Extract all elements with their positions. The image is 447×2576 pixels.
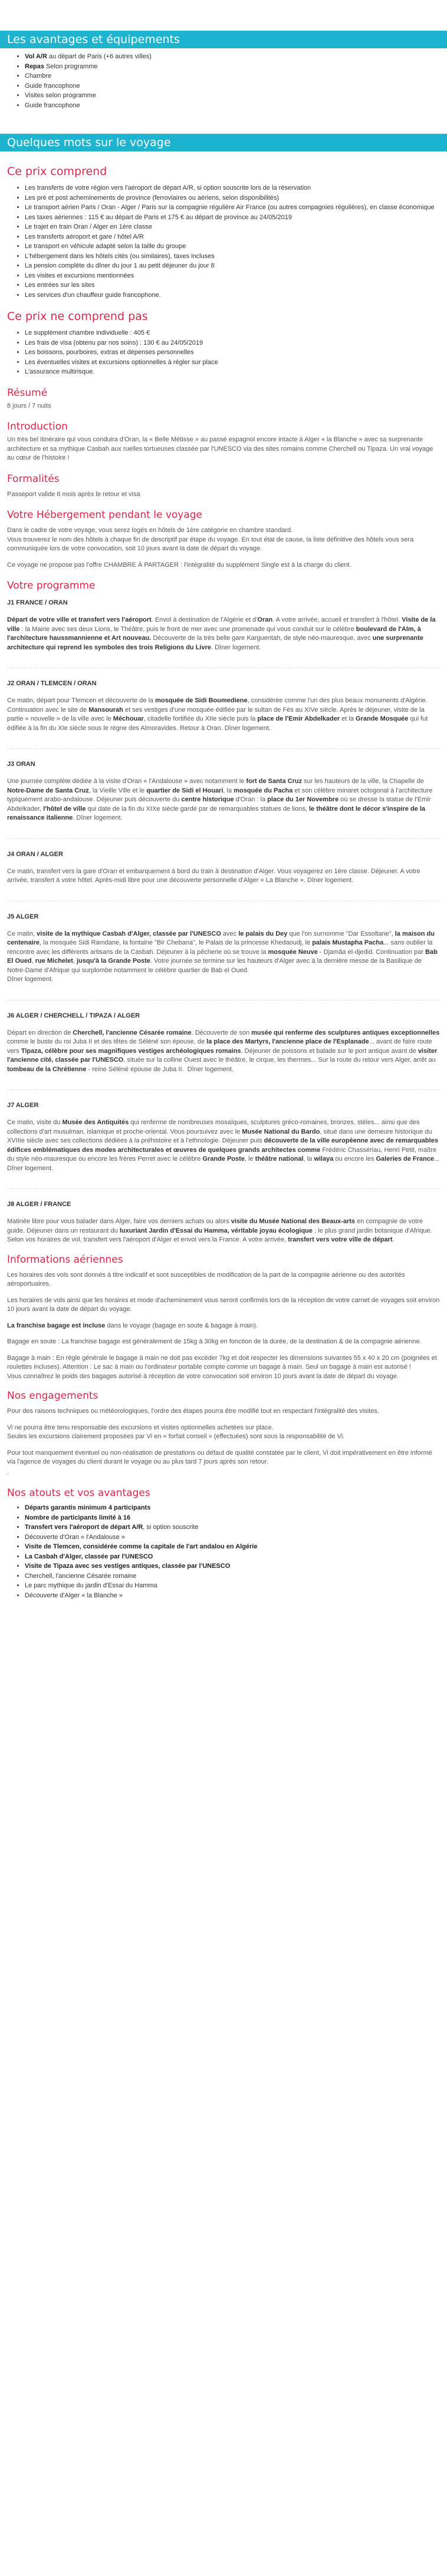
atout-item-bold: Transfert vers l'aéroport de départ A/R — [25, 1524, 143, 1531]
atout-item — [25, 1561, 447, 1571]
infos-text-4: Bagage en soute : La franchise bagage est généralement de 15kg à 30kg en fonction de la durée, de la destination & de la compagnie aérienne. — [7, 1338, 422, 1345]
atout-item-bold: Visite de Tipaza avec ses vestiges antiques, classée par l'UNESCO — [25, 1563, 231, 1570]
day-text: Ce matin, visite du Musée des Antiquités qui renferme de nombreuses mosaïques, sculptures gréco-romaines, bronzes, stèles... ainsi que des collections d'art musulman, islamique et proche-oriental. Vous poursuivez avec le Musée National du Bardo, situé dans une demeure historique du XVIIIe siècle avec ses collections dédiées à la préhistoire et à l'ethnologie. Déjeuner puis découverte de la ville européenne avec de remarquables édifices emblématiques des modes architecturales et œuvres de quelques grands architectes comme Frédéric Chassériau, Henri Petit, maître du style néo-mauresque ou encore les frères Perret avec le célèbre Grande Poste, le théâtre national, la wilaya ou encore les Galeries de France... Dîner logement. — [7, 1119, 440, 1172]
atout-item-bold: La Casbah d'Alger, classée par l'UNESCO — [25, 1553, 153, 1560]
comprend-item: • Le transport aérien Paris / Oran - Alger / Paris sur la compagnie régulière Air France (ou autres compagnies régulières), en classe économique — [25, 203, 447, 213]
day-text: Ce matin, transfert vers la gare d'Oran et embarquement à bord du train à destination d'Alger. Vous voyagerez en 1ère classe. Déjeuner. A votre arrivée, transfert à votre hôtel. Après-midi libre pour une découverte personnelle d'Alger « La Blanche ». Dîner logement. — [7, 867, 420, 884]
day-text: Départ en direction de Cherchell, l'ancienne Césarée romaine. Découverte de son musée qui renferme des sculptures antiques exceptionnelles comme le buste du roi Juba II et des têtes de Séléné son épouse, de la place des Martyrs, l'ancienne place de l'Esplanade... avant de faire route vers Tipaza, célèbre pour ses magnifiques vestiges archéologiques romains. Déjeuner de poissons et balade sur le port antique avant de visiter l'ancienne cité, classée par l'UNESCO, située sur la colline Ouest avec le théâtre, le cirque, les thermes... Sur la route du retour vers Alger, arrêt au tombeau de la Chrétienne - reine Séléné épouse de Juba II. Dîner logement. — [7, 1029, 440, 1073]
ne-comprend-item: • Les frais de visa (obtenu par nos soins) : 130 € au 24/05/2019 — [25, 338, 447, 348]
franchise-rest: dans le voyage (bagage en soute & bagage à main). — [105, 1322, 258, 1329]
avantage-item-text: Chambre — [25, 72, 52, 80]
atout-item-bold: Visite de Tlemcen, considérée comme la capitale de l'art andalou en Algérie — [25, 1543, 258, 1550]
comprend-item: • Les taxes aériennes : 115 € au départ de Paris et 175 € au départ de province au 24/05/2019 — [25, 213, 447, 223]
intro-text: Un très bel itinéraire qui vous conduira d'Oran, la « Belle Métisse » au passé espagnol encore intacte à Alger « la Blanche » avec sa surprenante architecture et sa mythique Casbah aux ruelles tortueuses classée par l'UNESCO via des sites romains comme Cherchell ou Tipaza. Un vrai voyage au cœur de l'histoire ! — [7, 436, 433, 461]
day-title: J4 ORAN / ALGER — [7, 850, 63, 858]
infos-text-2: Les horaires de vols ainsi que les horaires et mode d'acheminement vous seront confirmés lors de la réception de votre carnet de voyages soit environ 10 jours avant la date de départ du voyage. — [7, 1296, 440, 1313]
ne-comprend-item: • Les boissons, pourboires, extras et dépenses personnelles — [25, 348, 447, 358]
atout-item — [25, 1503, 447, 1513]
atout-item-text: Cherchell, l'ancienne Césarée romaine — [25, 1572, 137, 1580]
avantage-item — [25, 81, 447, 91]
ne-comprend-item: • Le supplément chambre individuelle : 405 € — [25, 328, 447, 338]
comprend-item: • Les services d'un chauffeur guide francophone. — [25, 290, 447, 300]
day-title: J3 ORAN — [7, 761, 35, 768]
resume-title: Résumé — [7, 387, 48, 399]
comprend-item: • Les pré et post acheminements de province (ferroviaires ou aériens, selon disponibilités) — [25, 193, 447, 203]
ne-comprend-item: • Les éventuelles visites et excursions optionnelles à régler sur place — [25, 358, 447, 368]
hebergement-text-2: Ce voyage ne propose pas l'offre CHAMBRE À PARTAGER : l'intégralité du supplément Single est à la charge du client. — [7, 561, 351, 569]
engagements-text-3: Pour tout manquement éventuel ou non-réalisation de prestations ou défaut de qualité constatée par le client, Vi doit impérativement en être informé via l'agence de voyages du client durant le voyage ou au plus tard 7 jours après son retour. — [7, 1449, 432, 1465]
avantage-item — [25, 62, 447, 72]
programme-day — [0, 912, 447, 985]
engagements-title: Nos engagements — [7, 1390, 98, 1402]
intro-title: Introduction — [7, 421, 68, 432]
comprend-item: • Les transferts de votre région vers l'aéroport de départ A/R, si option souscrite lors de la réservation — [25, 183, 447, 193]
day-divider — [7, 748, 440, 749]
atout-item — [25, 1591, 447, 1601]
resume-text: 8 jours / 7 nuits — [7, 402, 51, 409]
ne-comprend-item: • L'assurance multirisque. — [25, 367, 447, 377]
comprend-item: • L'hébergement dans les hôtels cités (ou similaires), taxes incluses — [25, 252, 447, 262]
ne-comprend-list — [0, 328, 447, 377]
day-divider — [7, 838, 440, 839]
programme-day — [0, 759, 447, 823]
programme-day — [0, 850, 447, 886]
atout-item — [25, 1542, 447, 1552]
atout-item — [25, 1581, 447, 1591]
avantage-item-text: Visites selon programme — [25, 92, 96, 99]
avantage-item-text: Guide francophone — [25, 101, 80, 109]
atout-item — [25, 1533, 447, 1543]
infos-text-3 — [7, 1322, 440, 1331]
avantage-item-text: Guide francophone — [25, 82, 80, 90]
avantages-title: Les avantages et équipements — [7, 33, 180, 46]
comprend-item: • Le trajet en train Oran / Alger en 1ère classe — [25, 222, 447, 232]
formalites-text: Passeport valide 6 mois après le retour et visa — [7, 490, 140, 498]
atout-item-text: Découverte d'Oran « l'Andalouse » — [25, 1533, 125, 1541]
engagements-text-1: Pour des raisons techniques ou météorologiques, l'ordre des étapes pourra être modifié tout en respectant l'intégralité des visites. — [7, 1408, 379, 1415]
avantage-item-bold: Repas — [25, 62, 45, 70]
ne-comprend-title: Ce prix ne comprend pas — [7, 310, 148, 323]
programme-day — [0, 679, 447, 733]
avantage-item-text: Selon programme — [44, 62, 98, 70]
comprend-item: • Les entrées sur les sites — [25, 280, 447, 290]
day-title: J2 ORAN / TLEMCEN / ORAN — [7, 680, 97, 687]
formalites-title: Formalités — [7, 473, 60, 485]
franchise-bold: La franchise bagage est incluse — [7, 1322, 106, 1329]
comprend-title: Ce prix comprend — [7, 165, 107, 178]
programme-days — [0, 598, 447, 1245]
infos-text-1: Les horaires des vols sont donnés à titre indicatif et sont susceptibles de modification de la part de la compagnie aérienne ou des autorités aéroportuaires. — [7, 1271, 405, 1287]
atout-item — [25, 1552, 447, 1562]
day-text: Ce matin, départ pour Tlemcen et découverte de la mosquée de Sidi Boumediene, considérée comme l'un des plus beaux monuments d'Algérie. Continuation avec le site de Mansourah et ses vestiges d'une mosquée édifiée par le sultan de Fès au XIVe siècle. Après le déjeuner, visite de la partie « nouvelle » de la ville avec le Méchouar, citadelle fortifiée du XIIe siècle puis la place de l'Emir Abdelkader et la Grande Mosquée qui fut édifiée à la fin du XIe siècle sous le règne des Almoravides. Retour à Oran. Dîner logement. — [7, 697, 428, 732]
avantage-item — [25, 91, 447, 101]
mots-header — [0, 134, 447, 151]
avantage-item — [25, 101, 447, 111]
day-title: J7 ALGER — [7, 1102, 39, 1109]
atout-item-suffix: , si option souscrite — [143, 1524, 199, 1531]
comprend-list — [0, 183, 447, 300]
atout-item-bold: Départs garantis minimum 4 participants — [25, 1504, 151, 1511]
day-title: J6 ALGER / CHERCHELL / TIPAZA / ALGER — [7, 1012, 140, 1019]
hebergement-text-1: Dans le cadre de votre voyage, vous serez logés en hôtels de 1ère catégorie en chambre standard. Vous trouverez le nom des hôtels à chaque fin de descriptif par étape du voyage. En tout état de cause, la liste définitive des hôtels vous sera communiquée lors de votre convocation, soit 10 jours avant la date de départ du voyage. — [7, 527, 414, 552]
day-title: J8 ALGER / FRANCE — [7, 1201, 71, 1208]
comprend-item: • Le transport en véhicule adapté selon la taille du groupe — [25, 242, 447, 252]
infos-title: Informations aériennes — [7, 1253, 123, 1266]
avantage-item — [25, 52, 447, 62]
comprend-item: • La pension complète du dîner du jour 1 au petit déjeuner du jour 8 — [25, 261, 447, 271]
atouts-list — [0, 1503, 447, 1600]
day-text: Départ de votre ville et transfert vers l'aéroport. Envol à destination de l'Algérie et d'Oran. A votre arrivée, accueil et transfert à l'hôtel. Visite de la ville : la Mairie avec ses deux Lions, le Théâtre, puis le front de mer avec une promenade qui vous conduit sur le célèbre boulevard de l'Alm, à l'architecture haussmannienne et Art nouveau. Découverte de la très belle gare Karguentah, de style néo-mauresque, avec une surprenante architecture qui reprend les symboles des trois Religions du Livre. Dîner logement. — [7, 616, 436, 651]
atout-item-text: Le parc mythique du jardin d'Essai du Hamma — [25, 1582, 157, 1589]
atouts-title: Nos atouts et vos avantages — [7, 1487, 150, 1499]
atout-item — [25, 1571, 447, 1581]
day-text: Une journée complète dédiée à la visite d'Oran « l'Andalouse » avec notamment le fort de Santa Cruz sur les hauteurs de la ville, la Chapelle de Notre-Dame de Santa Cruz, la Vieille Ville et le quartier de Sidi el Houari, la mosquée du Pacha et son célèbre minaret octogonal à l'architecture typiquement arabo-andalouse. Déjeuner puis découverte du centre historique d'Oran : la place du 1er Novembre où se dresse la statue de l'Emir Abdelkader, l'hôtel de ville qui date de la fin du XIXe siècle gardé par de remarquables statues de lions, le théâtre dont le décor s'inspire de la renaissance italienne. Dîner logement. — [7, 778, 433, 821]
atout-item-text: Découverte d'Alger « la Blanche » — [25, 1591, 123, 1599]
atout-item — [25, 1523, 447, 1533]
day-title: J5 ALGER — [7, 913, 39, 920]
day-divider — [7, 1188, 440, 1189]
avantage-item-text: au départ de Paris (+6 autres villes) — [47, 53, 152, 60]
mots-title: Quelques mots sur le voyage — [7, 136, 171, 149]
atout-item — [25, 1513, 447, 1523]
comprend-item: • Les visites et excursions mentionnées — [25, 271, 447, 281]
programme-day — [0, 1101, 447, 1173]
programme-title: Votre programme — [7, 580, 96, 592]
programme-day — [0, 598, 447, 652]
engagements-text-2: Vi ne pourra être tenu responsable des excursions et visites optionnelles achetées sur place. Seules les excursions clairement proposées par Vi en « forfait conseil » (effectuées) sont sous la responsabilité de Vi. — [7, 1424, 345, 1440]
programme-day — [0, 1200, 447, 1245]
hebergement-title: Votre Hébergement pendant le voyage — [7, 509, 203, 521]
atout-item-bold: Nombre de participants limité à 16 — [25, 1514, 131, 1521]
engagements-dot: . — [7, 1468, 9, 1476]
day-divider — [7, 1089, 440, 1090]
avantages-header — [0, 31, 447, 48]
avantages-list — [0, 52, 447, 110]
day-text: Ce matin, visite de la mythique Casbah d'Alger, classée par l'UNESCO avec le palais du Dey que l'on surnomme "Dar Essoltane", la maison du centenaire, la mosquée Sidi Ramdane, la fontaine "Bir Chebana", le Palais de la princesse Khedaoudj, le palais Mustapha Pacha... sans oublier la rencontre avec les différents artisans de la Casbah. Déjeuner à la pêcherie où se trouve la mosquée Neuve - Djamâa el-djedid. Continuation par Bab El Oued, rue Michelet, jusqu'à la Grande Poste. Votre journée se termine sur les hauteurs d'Alger avec à la dernière messe de la Basilique de Notre-Dame d'Afrique qui surplombe notamment le célèbre quartier de Bab el Oued. Dîner logement. — [7, 930, 438, 983]
programme-day — [0, 1011, 447, 1075]
avantage-item — [25, 71, 447, 81]
comprend-item: • Les transferts aéroport et gare / hôtel A/R — [25, 232, 447, 242]
avantage-item-bold: Vol A/R — [25, 53, 47, 60]
infos-text-5: Bagage à main : En règle générale le bagage à main ne doit pas excéder 7kg et doit respecter les dimensions suivantes 55 x 40 x 20 cm (poignées et roulettes incluses). Attention : Le sac à main ou l'ordinateur portable compte comme un bagage à main. Seul un bagage à main est autorisé ! Vous connaîtrez le poids des bagages autorisé à réception de votre convocation soit environ 10 jours avant la date de départ du voyage. — [7, 1354, 437, 1380]
day-title: J1 FRANCE / ORAN — [7, 599, 68, 606]
day-text: Matinée libre pour vous balader dans Alger, faire vos derniers achats ou alors visite du Musée National des Beaux-arts en compagnie de votre guide. Déjeuner dans un restaurant du luxuriant Jardin d'Essai du Hamma, véritable joyau écologique ; le plus grand jardin botanique d'Afrique. Selon vos horaires de vol, transfert vers l'aéroport d'Alger et envol vers la France. A votre arrivée, transfert vers votre ville de départ. — [7, 1218, 432, 1243]
